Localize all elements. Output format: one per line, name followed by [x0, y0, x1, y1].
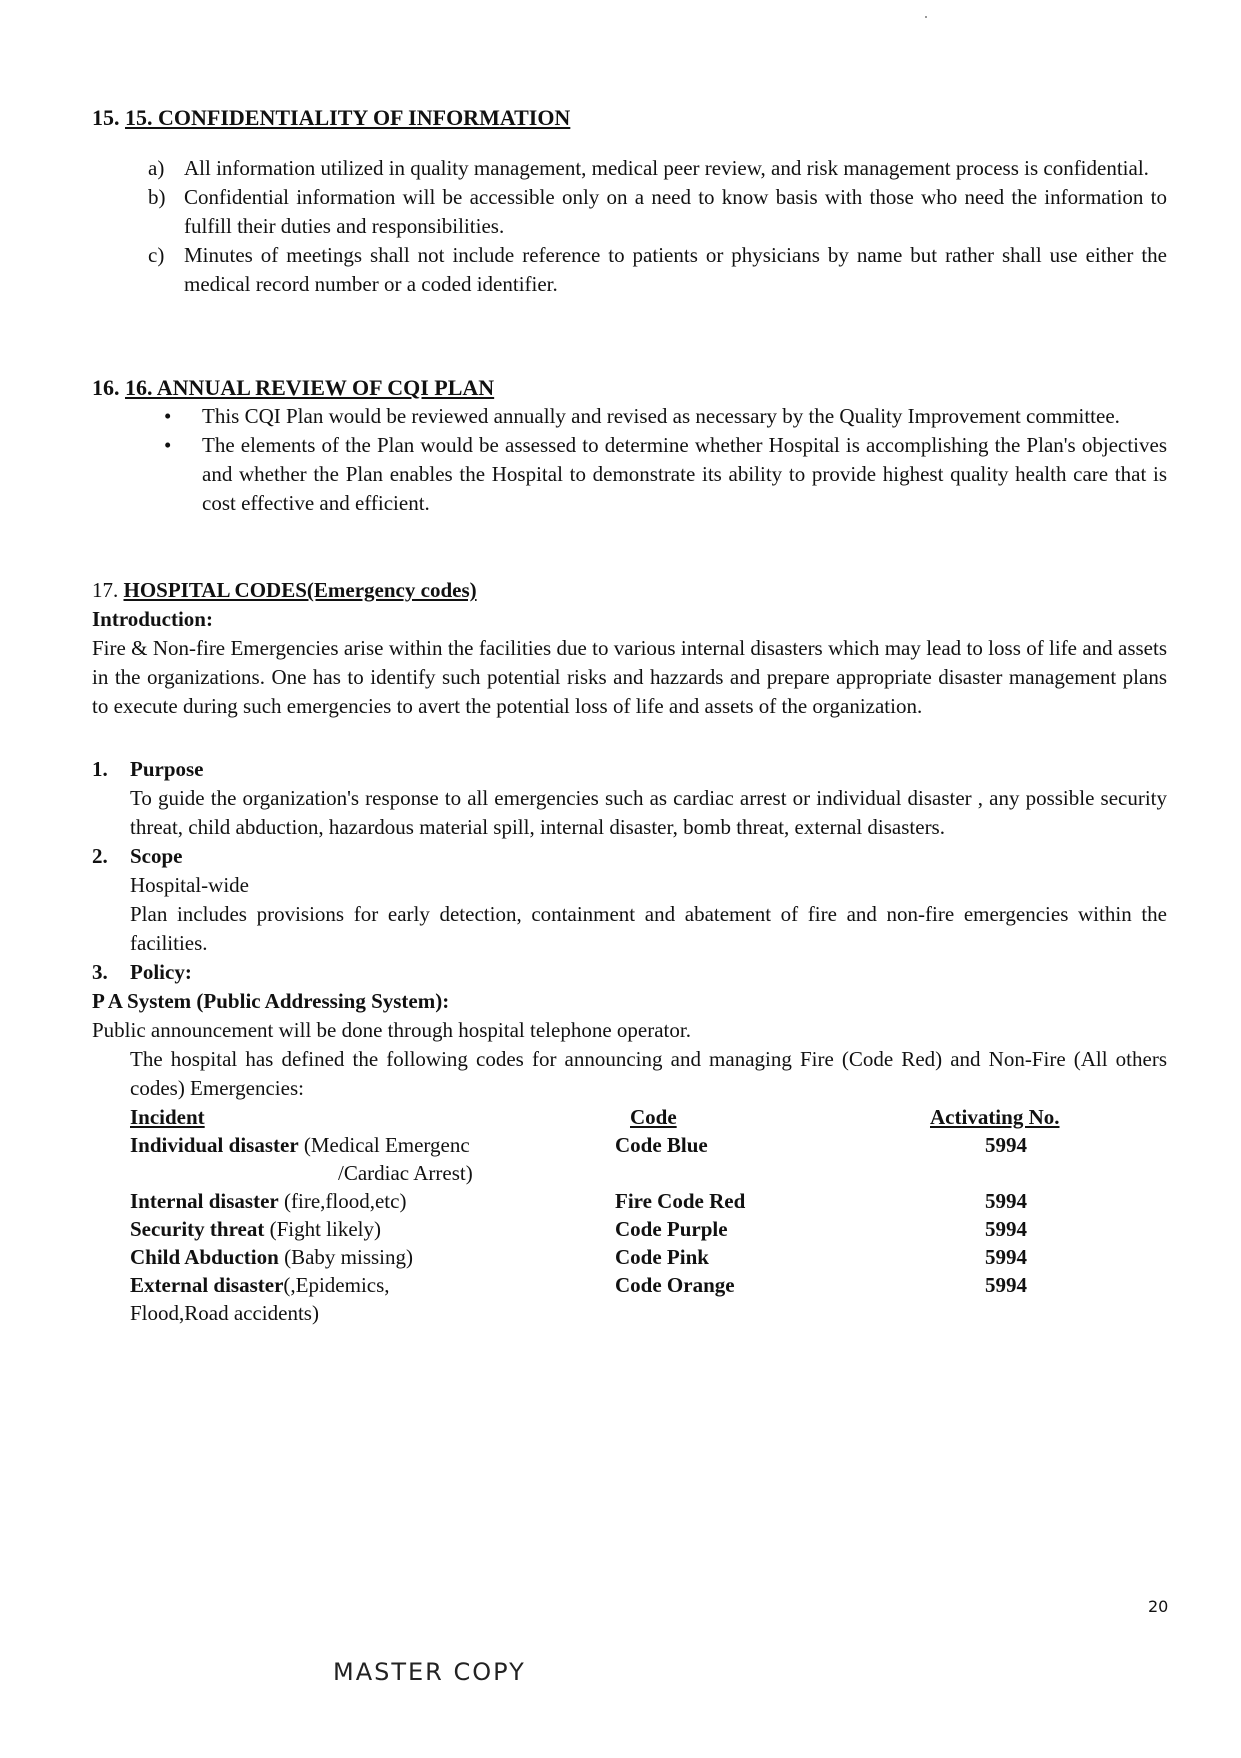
- incident-detail: (Baby missing): [278, 1245, 413, 1269]
- pa-system-text: Public announcement will be done through hospital telephone operator.: [92, 1018, 691, 1042]
- purpose-item: [92, 755, 1167, 842]
- list-marker: b): [148, 185, 166, 209]
- incident-detail: (Medical Emergenc: [298, 1133, 470, 1157]
- section-15-title: 15. 15. CONFIDENTIALITY OF INFORMATION: [92, 105, 571, 130]
- purpose-text: To guide the organization's response to all emergencies such as cardiac arrest or individual disaster , any possible security threat, child abduction, hazardous material spill, internal disaster, bomb threat, external disasters.: [130, 786, 1167, 839]
- table-row: [130, 1215, 1150, 1243]
- emergency-codes-table: [130, 1103, 1150, 1327]
- table-row: [130, 1131, 1150, 1187]
- scope-item: [92, 842, 1167, 958]
- scan-speck: [925, 16, 927, 18]
- list-item-text: Minutes of meetings shall not include reference to patients or physicians by name but rather shall use either the medical record number or a coded identifier.: [184, 243, 1167, 296]
- list-item-text: All information utilized in quality management, medical peer review, and risk management process is confidential.: [184, 156, 1149, 180]
- scope-heading: Scope: [130, 844, 183, 868]
- incident-name: Individual disaster: [130, 1133, 299, 1157]
- incident-detail: (Fight likely): [264, 1217, 381, 1241]
- purpose-heading: Purpose: [130, 757, 204, 781]
- section-17-title-text: HOSPITAL CODES(Emergency codes): [123, 578, 477, 602]
- bullet-item: [92, 402, 1167, 431]
- section-17-number: 17.: [92, 578, 119, 602]
- incident-detail-cont: Flood,Road accidents): [130, 1301, 319, 1325]
- introduction-text: Fire & Non-fire Emergencies arise within the facilities due to various internal disasters which may lead to loss of life and assets in the organizations. One has to identify such potential risks and hazzards and prepare appropriate disaster management plans to execute during such emergencies to avert the potential loss of life and assets of the organization.: [92, 636, 1167, 718]
- header-code: Code: [630, 1105, 677, 1129]
- scope-marker: 2.: [92, 844, 108, 868]
- page-number: 20: [1148, 1597, 1169, 1616]
- code-name: Code Pink: [615, 1245, 709, 1269]
- list-marker: c): [148, 243, 165, 267]
- section-16-title-text: 16. ANNUAL REVIEW OF CQI PLAN: [125, 375, 495, 400]
- purpose-marker: 1.: [92, 757, 108, 781]
- section-15-title-text: 15. CONFIDENTIALITY OF INFORMATION: [125, 105, 571, 130]
- header-activating-no: Activating No.: [930, 1105, 1060, 1129]
- scope-line: Hospital-wide: [130, 873, 249, 897]
- scope-text: Plan includes provisions for early detection, containment and abatement of fire and non-fire emergencies within the facilities.: [130, 902, 1167, 955]
- header-incident: Incident: [130, 1105, 205, 1129]
- activating-number: 5994: [985, 1273, 1027, 1297]
- master-copy-stamp: MASTER COPY: [333, 1658, 526, 1686]
- policy-heading: Policy:: [130, 960, 192, 984]
- list-marker: a): [148, 156, 165, 180]
- bullet-text: This CQI Plan would be reviewed annually and revised as necessary by the Quality Improvement committee.: [202, 404, 1120, 428]
- incident-name: Security threat: [130, 1217, 265, 1241]
- incident-detail-cont: /Cardiac Arrest): [338, 1161, 473, 1185]
- activating-number: 5994: [985, 1217, 1027, 1241]
- list-item-text: Confidential information will be accessible only on a need to know basis with those who need the information to fulfill their duties and responsibilities.: [184, 185, 1167, 238]
- table-row: [130, 1271, 1150, 1327]
- incident-name: Internal disaster: [130, 1189, 279, 1213]
- code-name: Code Blue: [615, 1133, 708, 1157]
- codes-intro-text: The hospital has defined the following codes for announcing and managing Fire (Code Red) and Non-Fire (All others codes) Emergencies:: [130, 1047, 1167, 1100]
- section-17-title: [92, 576, 1167, 605]
- list-item: [92, 241, 1167, 299]
- bullet-icon: •: [164, 404, 172, 428]
- incident-name: Child Abduction: [130, 1245, 279, 1269]
- bullet-item: [92, 431, 1167, 518]
- incident-name: External disaster: [130, 1273, 284, 1297]
- activating-number: 5994: [985, 1245, 1027, 1269]
- section-confidentiality: [92, 103, 1167, 299]
- section-hospital-codes: [92, 576, 1167, 1327]
- list-item: [92, 183, 1167, 241]
- code-name: Code Orange: [615, 1273, 735, 1297]
- table-row: [130, 1187, 1150, 1215]
- introduction-heading: Introduction:: [92, 607, 213, 631]
- section-16-title: 16. 16. ANNUAL REVIEW OF CQI PLAN: [92, 375, 495, 400]
- table-header-row: [130, 1103, 1150, 1131]
- incident-detail: (fire,flood,etc): [278, 1189, 407, 1213]
- bullet-icon: •: [164, 433, 172, 457]
- pa-system-heading: P A System (Public Addressing System):: [92, 989, 450, 1013]
- list-item: [92, 154, 1167, 183]
- policy-item: [92, 958, 1167, 987]
- activating-number: 5994: [985, 1189, 1027, 1213]
- policy-marker: 3.: [92, 960, 108, 984]
- incident-detail: (,Epidemics,: [283, 1273, 390, 1297]
- bullet-text: The elements of the Plan would be assessed to determine whether Hospital is accomplishing the Plan's objectives and whether the Plan enables the Hospital to demonstrate its ability to provide highest quality health care that is cost effective and efficient.: [202, 433, 1167, 515]
- code-name: Fire Code Red: [615, 1189, 746, 1213]
- code-name: Code Purple: [615, 1217, 728, 1241]
- activating-number: 5994: [985, 1133, 1027, 1157]
- section-annual-review: [92, 373, 1167, 518]
- table-row: [130, 1243, 1150, 1271]
